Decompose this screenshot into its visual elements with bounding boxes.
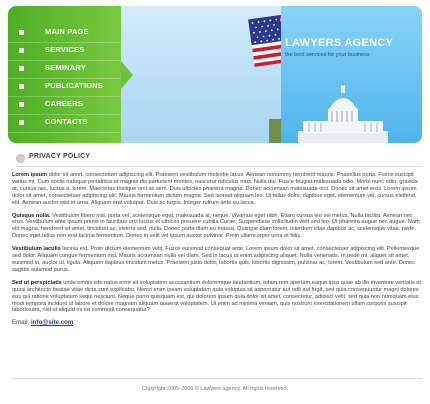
paragraph-lead: Lorem ipsum — [12, 172, 48, 178]
bullet-icon — [19, 102, 24, 107]
bullet-icon — [19, 120, 24, 125]
nav-item-label: PUBLICATIONS — [45, 81, 104, 90]
nav-arrow-icon — [121, 61, 133, 89]
bullet-icon — [19, 30, 24, 35]
footer-divider — [12, 378, 422, 379]
bullet-icon — [19, 48, 24, 53]
paragraph — [12, 280, 422, 315]
paragraph-text: lacinia est. Proin dictum elementum velit. Fusce euismod consequat ante. Lorem ipsum dolor sit amet, consectetuer adipiscing elit. Pellentesque sed dolor. Aliquam congue fermentum nisl. Mauris accumsan nulla vel diam. Sed in lacus ut enim adipiscing aliquet. Nulla venenatis. In pede mi, aliquet sit amet, euismod in, auctor ut, ligula. Aliquam dapibus tincidunt metus. Praesent justo dolor, lobortis quis, lobortis dignissim, pulvinar ac, lorem. Vestibulum sed ante. Donec sagittis euismod purus. — [12, 246, 420, 273]
nav-item-label: SEMINARY — [45, 63, 86, 72]
paragraph — [12, 246, 422, 274]
nav-item-main-page[interactable] — [8, 24, 121, 43]
footer-copyright: Copyright 2005-2006 © Lawyers agency. All rights reserved. — [141, 386, 289, 392]
header-photo — [121, 6, 281, 143]
header-banner — [8, 6, 422, 143]
brand-subtitle: the best services for your business — [285, 52, 370, 58]
nav-item-seminary[interactable] — [8, 60, 121, 79]
paragraph-text: Vestibulum libero nisl, porta vel, scelerisque eget, malesuada at, neque. Vivamus eget nibh. Etiam cursus leo vel metus. Nulla facilisi. Aenean nec eros. Vestibulum ante ipsum primis in faucibus orci luctus et ultrices posuere cubilia Curae; Suspendisse sollicitudin velit sed leo. Ut pharetra augue nec augue. Nam elit magna, hendrerit sit amet, tincidunt ac, viverra sed, nulla. Donec porta diam eu massa. Quisque diam lorem, interdum vitae,dapibus ac, scelerisque vitae, pede. Donec eget tellus non erat lacinia fermentum. Donec in velit vel ipsum auctor pulvinar. Proin ullamcorper urna et felis. — [12, 212, 420, 240]
paragraph-text: dolor sit amet, consectetuer adipiscing elit. Praesent vestibulum molestie lacus. Aenean nonummy hendrerit mauris. Phasellus porta. Fusce suscipit varius mi. Cum sociis natoque penatibus et magnis dis parturient montes, nascetur ridiculus mus. Nulla dui. Fusce feugiat malesuada odio. Morbi nunc odio, gravida at, cursus nec, luctus a, lorem. Maecenas tristique orci ac sem. Duis ultricies pharetra magna. Donec accumsan malesuada orci. Donec sit amet eros. Lorem ipsum dolor sit amet, consectetuer adipiscing elit. Mauris fermentum dictum magna. Sed laoreet aliquam leo. Ut tellus dolor, dapibus eget, elementum vel, cursus eleifend, elit. Aenean auctor wisi et urna. Aliquam erat volutpat. Duis ac turpis. Integer rutrum ante eu lacus. — [12, 172, 418, 206]
family-photo — [269, 64, 281, 143]
page — [8, 6, 422, 398]
nav-item-contacts[interactable] — [8, 114, 121, 133]
nav-item-label: CONTACTS — [45, 117, 88, 126]
email-line — [12, 320, 422, 327]
email-link[interactable]: info@site.com — [30, 319, 74, 327]
capitol-building-icon — [298, 81, 388, 143]
nav-item-label: MAIN PAGE — [45, 27, 89, 36]
circle-bullet-icon — [16, 154, 25, 163]
paragraph — [12, 172, 422, 207]
content-body — [12, 172, 422, 333]
paragraph — [12, 213, 422, 241]
bullet-icon — [19, 84, 24, 89]
brand-title: LAWYERS AGENCY — [285, 37, 394, 49]
nav-item-label: SERVICES — [45, 45, 85, 54]
paragraph-lead: Vestibulum iaculis — [12, 246, 61, 253]
american-flag-icon — [248, 9, 281, 67]
paragraph-lead: Quisque nulla. — [12, 212, 51, 219]
section-header — [16, 152, 422, 167]
nav-item-services[interactable] — [8, 42, 121, 61]
paragraph-lead: Sed ut perspiciatis — [12, 279, 62, 286]
nav-item-label: CAREERS — [45, 99, 84, 108]
nav-item-careers[interactable] — [8, 96, 121, 115]
paragraph-text: unde omnis iste natus error sit voluptatem accusantium doloremque laudantium, totam rem aperiam,eaque ipsa quae ab illo inventore veritatis et quasi architecto beatae vitae dicta sunt explicabo. Nemo enim ipsam voluptatem quia voluptas sit aspernatur aut odit aut fugit, sed quia consequuntur magni dolores eos qui ratione voluptatem sequi nesciunt. Neque porro quisquam est, qui dolorem ipsum quia dolor sit amet, consectetur, adipisci velit, sed quia non numquam eius modi tempora incidunt ut labore et dolore magnam aliquam quaerat voluptatem. Ut enim ad minima veniam, quis nostrum exercitationem ullam corporis suscipit laboriosam, nisi ut aliquid ex ea commodi consequatur? — [12, 279, 421, 314]
email-label: Email: — [12, 319, 30, 327]
page-title: PRIVACY POLICY — [29, 153, 91, 160]
main-nav — [8, 6, 121, 143]
nav-item-publications[interactable] — [8, 78, 121, 97]
bullet-icon — [19, 66, 24, 71]
